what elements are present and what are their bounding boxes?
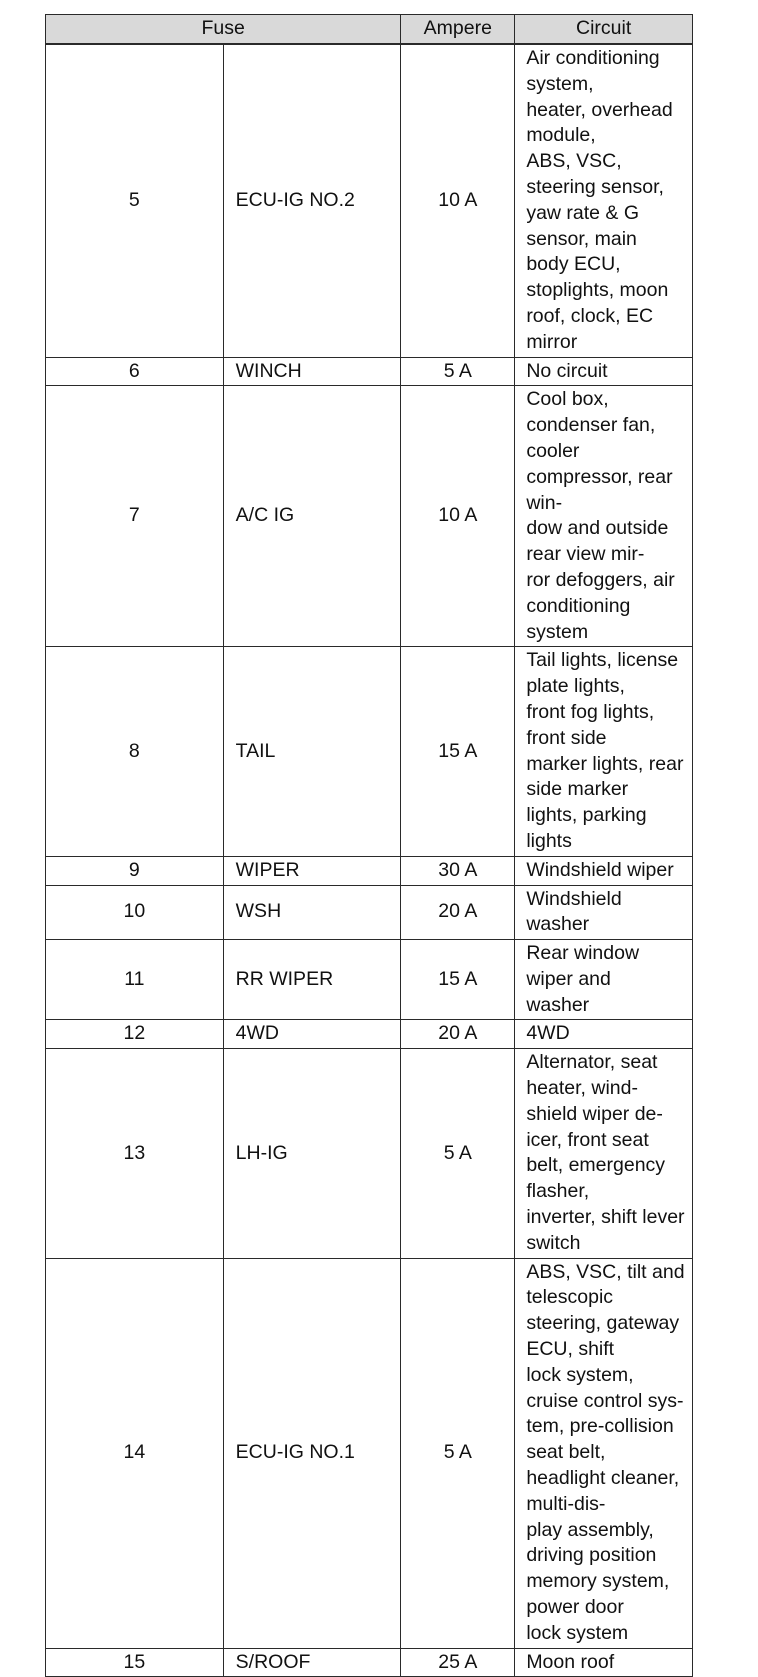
fuse-number: 10: [46, 885, 224, 940]
fuse-circuit: [515, 885, 693, 940]
fuse-circuit: [515, 1049, 693, 1258]
fuse-number: 8: [46, 647, 224, 856]
fuse-table-body: [46, 45, 693, 1677]
fuse-ampere: 20 A: [401, 885, 515, 940]
circuit-line: memory system, power door: [526, 1570, 670, 1619]
fuse-name: ECU-IG NO.2: [223, 45, 401, 358]
circuit-line: lights, parking lights: [526, 804, 647, 852]
header-fuse: Fuse: [46, 15, 401, 44]
fuse-ampere: 10 A: [401, 386, 515, 647]
circuit-line: washer: [526, 993, 590, 1016]
circuit-line: marker lights, rear side marker: [526, 752, 684, 801]
circuit-line: steering, gateway ECU, shift: [526, 1312, 680, 1361]
fuse-ampere: 10 A: [401, 45, 515, 358]
fuse-circuit: [515, 940, 693, 1020]
circuit-line: inverter, shift lever switch: [526, 1206, 685, 1254]
fuse-name: WIPER: [223, 856, 401, 885]
fuse-circuit: [515, 357, 693, 386]
circuit-line: headlight cleaner, multi-dis-: [526, 1467, 680, 1515]
fuse-name: S/ROOF: [223, 1648, 401, 1677]
table-row: [46, 940, 693, 1020]
table-row: [46, 357, 693, 386]
circuit-line: system: [526, 620, 589, 643]
fuse-number: 6: [46, 357, 224, 386]
circuit-line: front fog lights, front side: [526, 700, 655, 749]
table-row: [46, 1258, 693, 1648]
circuit-line: Air conditioning system,: [526, 47, 660, 95]
table-row: [46, 45, 693, 358]
circuit-line: Alternator, seat heater, wind-: [526, 1051, 658, 1100]
circuit-line: Cool box, condenser fan,: [526, 388, 656, 437]
fuse-ampere: 15 A: [401, 647, 515, 856]
table-row: [46, 1648, 693, 1677]
circuit-line: shield wiper de-icer, front seat: [526, 1102, 663, 1151]
fuse-circuit: [515, 647, 693, 856]
fuse-number: 13: [46, 1049, 224, 1258]
fuse-circuit: [515, 1020, 693, 1049]
circuit-line: lock system: [526, 1621, 629, 1644]
fuse-ampere: 30 A: [401, 856, 515, 885]
fuse-ampere: 5 A: [401, 1258, 515, 1648]
table-row: [46, 1020, 693, 1049]
fuse-number: 14: [46, 1258, 224, 1648]
fuse-name: 4WD: [223, 1020, 401, 1049]
circuit-line: ABS, VSC, tilt and telescopic: [526, 1260, 685, 1309]
fuse-number: 7: [46, 386, 224, 647]
circuit-line: play assembly, driving position: [526, 1518, 657, 1567]
fuse-name: ECU-IG NO.1: [223, 1258, 401, 1648]
circuit-line: Windshield wiper: [526, 858, 674, 881]
fuse-circuit: [515, 45, 693, 358]
circuit-line: Windshield washer: [526, 887, 622, 936]
header-row: [46, 15, 693, 44]
fuse-circuit: [515, 386, 693, 647]
fuse-name: RR WIPER: [223, 940, 401, 1020]
fuse-ampere: 5 A: [401, 1049, 515, 1258]
fuse-ampere: 20 A: [401, 1020, 515, 1049]
circuit-line: cooler compressor, rear win-: [526, 439, 673, 514]
circuit-line: body ECU, stoplights, moon: [526, 253, 669, 302]
circuit-line: roof, clock, EC mirror: [526, 304, 654, 353]
fuse-ampere: 5 A: [401, 357, 515, 386]
header-circuit: Circuit: [515, 15, 693, 44]
fuse-number: 11: [46, 940, 224, 1020]
fuse-name: WINCH: [223, 357, 401, 386]
circuit-line: ror defoggers, air conditioning: [526, 568, 675, 617]
circuit-line: ABS, VSC, steering sensor,: [526, 150, 664, 198]
fuse-ampere: 15 A: [401, 940, 515, 1020]
fuse-number: 12: [46, 1020, 224, 1049]
circuit-line: belt, emergency flasher,: [526, 1154, 666, 1203]
fuse-circuit: [515, 1648, 693, 1677]
circuit-line: 4WD: [526, 1022, 570, 1045]
fuse-number: 5: [46, 45, 224, 358]
table-row: [46, 1049, 693, 1258]
fuse-number: 15: [46, 1648, 224, 1677]
table-row: [46, 885, 693, 940]
fuse-circuit: [515, 1258, 693, 1648]
table-row: [46, 647, 693, 856]
fuse-number: 9: [46, 856, 224, 885]
fuse-table: [45, 14, 693, 1677]
fuse-name: TAIL: [223, 647, 401, 856]
fuse-ampere: 25 A: [401, 1648, 515, 1677]
circuit-line: tem, pre-collision seat belt,: [526, 1415, 674, 1464]
circuit-line: lock system, cruise control sys-: [526, 1363, 684, 1412]
circuit-line: yaw rate & G sensor, main: [526, 201, 640, 250]
circuit-line: Moon roof: [526, 1650, 615, 1673]
header-ampere: Ampere: [401, 15, 515, 44]
circuit-line: Tail lights, license plate lights,: [526, 649, 679, 698]
fuse-circuit: [515, 856, 693, 885]
circuit-line: No circuit: [526, 359, 608, 382]
fuse-name: WSH: [223, 885, 401, 940]
fuse-name: LH-IG: [223, 1049, 401, 1258]
table-row: [46, 386, 693, 647]
circuit-line: heater, overhead module,: [526, 98, 673, 147]
circuit-line: Rear window wiper and: [526, 942, 640, 990]
circuit-line: dow and outside rear view mir-: [526, 517, 669, 566]
fuse-name: A/C IG: [223, 386, 401, 647]
table-row: [46, 856, 693, 885]
